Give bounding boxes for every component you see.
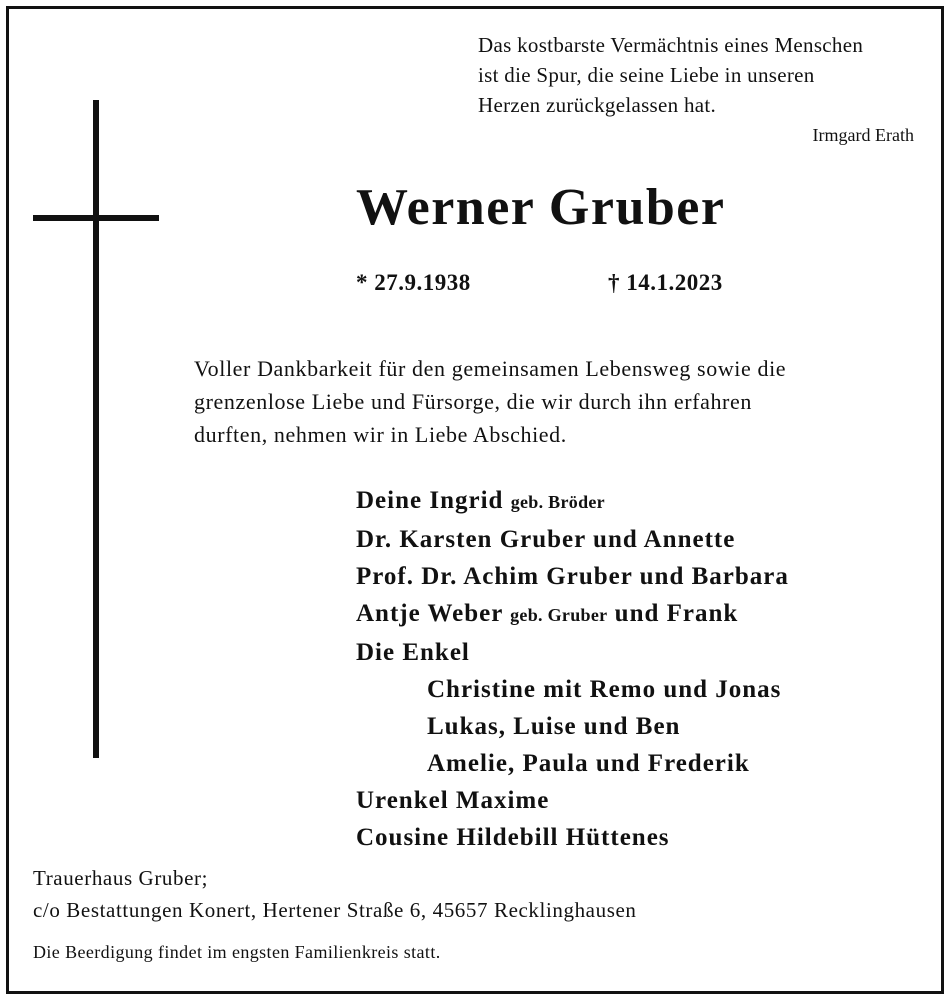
mourner-ingrid	[356, 482, 789, 521]
quote-line: ist die Spur, die seine Liebe in unseren	[478, 63, 815, 87]
message-line: durften, nehmen wir in Liebe Abschied.	[194, 422, 567, 447]
burial-note: Die Beerdigung findet im engsten Familienkreis statt.	[33, 942, 441, 962]
mourner-cousin: Cousine Hildebill Hüttenes	[356, 824, 670, 851]
maiden-name: geb. Bröder	[510, 492, 605, 512]
quote-line: Das kostbarste Vermächtnis eines Menschen	[478, 33, 864, 57]
mourner-achim: Prof. Dr. Achim Gruber und Barbara	[356, 563, 789, 590]
grandchildren-family: Amelie, Paula und Frederik	[427, 750, 750, 777]
maiden-name: geb. Gruber	[510, 605, 608, 625]
message-line: Voller Dankbarkeit für den gemeinsamen Lebensweg sowie die	[194, 356, 787, 381]
grandchildren-family: Lukas, Luise und Ben	[427, 713, 681, 740]
funeral-home-address: c/o Bestattungen Konert, Hertener Straße 6, 45657 Recklinghausen	[33, 898, 637, 922]
mourner-partner: und Frank	[614, 600, 739, 627]
message-line: grenzenlose Liebe und Fürsorge, die wir durch ihn erfahren	[194, 389, 752, 414]
mourner-name: Deine Ingrid	[356, 487, 504, 514]
cross-icon-bar	[33, 215, 159, 221]
mourner-antje	[356, 595, 789, 634]
quote-author: Irmgard Erath	[812, 125, 914, 145]
epigraph-quote	[478, 30, 918, 120]
cross-icon	[93, 100, 99, 758]
deceased-name: Werner Gruber	[356, 179, 726, 236]
farewell-message	[194, 352, 914, 451]
grandchildren-family: Christine mit Remo und Jonas	[427, 676, 782, 703]
quote-line: Herzen zurückgelassen hat.	[478, 93, 717, 117]
birth-date: * 27.9.1938	[356, 270, 471, 295]
grandchildren-label: Die Enkel	[356, 639, 470, 666]
mourning-house: Trauerhaus Gruber;	[33, 866, 209, 890]
death-date: † 14.1.2023	[608, 270, 723, 295]
mourner-name: Antje Weber	[356, 600, 503, 627]
mourner-great-grandchild: Urenkel Maxime	[356, 787, 550, 814]
mourners-list	[356, 482, 789, 856]
mourner-karsten: Dr. Karsten Gruber und Annette	[356, 526, 736, 553]
